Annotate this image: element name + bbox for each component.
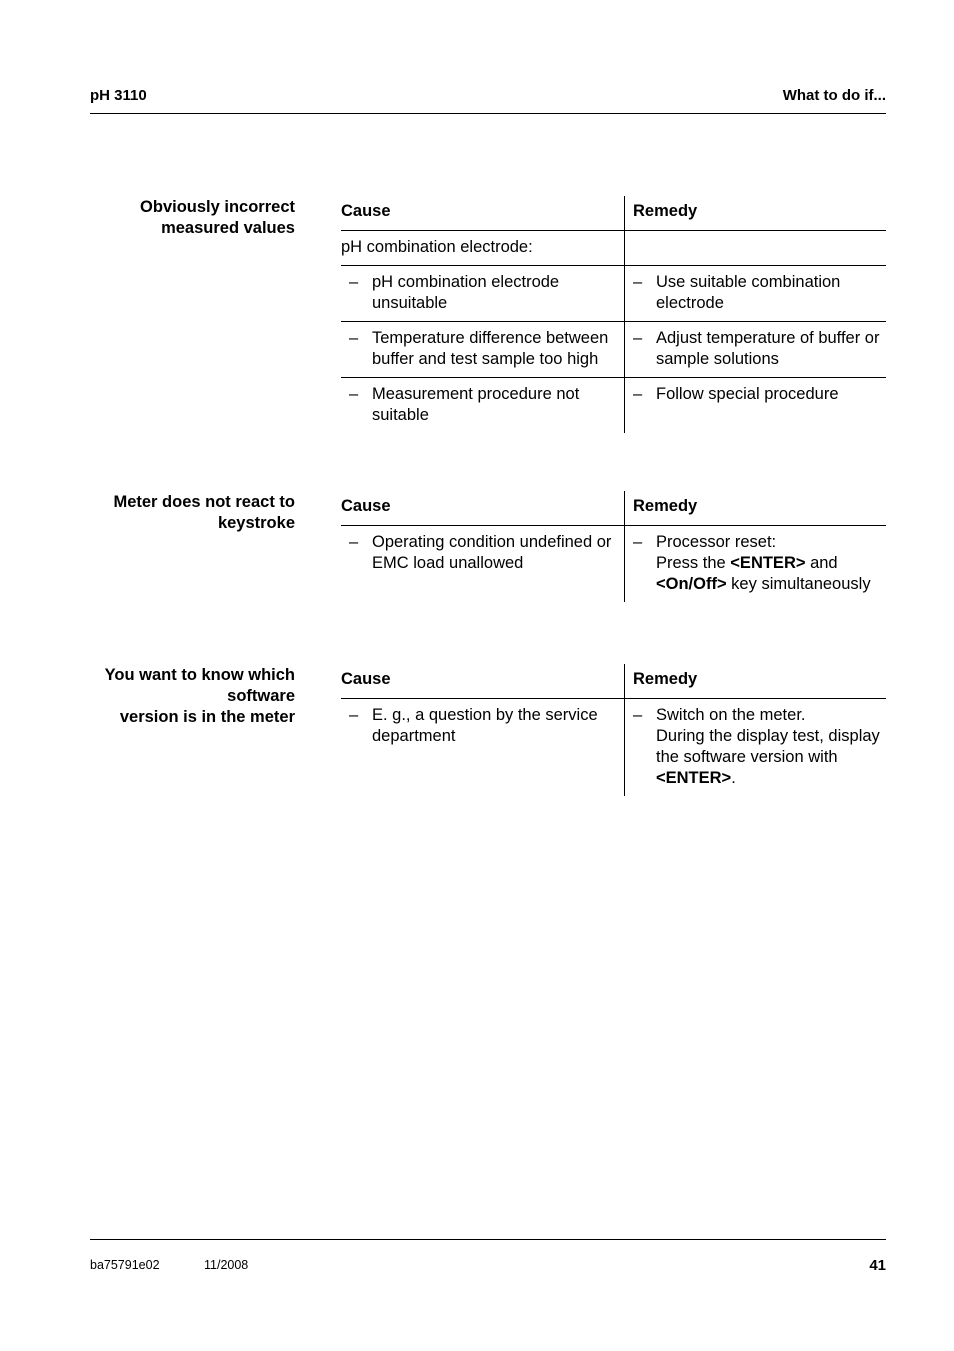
remedy-text-part: and xyxy=(805,554,838,572)
table-row xyxy=(341,378,886,433)
dash: – xyxy=(633,329,643,347)
remedy-text xyxy=(656,532,880,595)
remedy-text: Use suitable combination electrode xyxy=(656,273,841,312)
section-title-line: Meter does not react to xyxy=(113,493,295,511)
remedy-cell xyxy=(625,699,886,796)
cause-cell xyxy=(341,378,625,433)
section-title-line: keystroke xyxy=(217,514,295,532)
remedy-header: Remedy xyxy=(633,202,698,220)
table-header-row xyxy=(341,196,886,231)
remedy-cell xyxy=(625,266,886,321)
remedy-text-part: . xyxy=(731,769,736,787)
enter-key-label: <ENTER> xyxy=(656,769,732,787)
cause-text: pH combination electrode unsuitable xyxy=(372,273,560,312)
table-row xyxy=(341,231,886,266)
table-no-keystroke xyxy=(341,491,886,602)
remedy-text xyxy=(656,705,880,789)
cause-header: Cause xyxy=(341,491,625,525)
cause-cell xyxy=(341,526,625,602)
section-title-line: software xyxy=(227,687,295,705)
section-title-software-version xyxy=(80,665,295,728)
section-title-line: measured values xyxy=(161,219,295,237)
cause-cell xyxy=(341,699,625,796)
dash: – xyxy=(349,273,359,291)
remedy-empty xyxy=(625,231,886,265)
table-software-version xyxy=(341,664,886,796)
dash: – xyxy=(349,329,359,347)
page-header-left: pH 3110 xyxy=(90,87,147,104)
table-header-row xyxy=(341,491,886,526)
enter-key-label: <ENTER> xyxy=(730,554,806,572)
cause-text: Measurement procedure not suitable xyxy=(372,385,580,424)
cause-header: Cause xyxy=(341,196,625,230)
remedy-text: Follow special procedure xyxy=(656,385,839,403)
header-rule xyxy=(90,113,886,114)
cause-text: Operating condition undefined or EMC load unallowed xyxy=(372,533,612,572)
section-title-line: version is in the meter xyxy=(119,708,295,726)
table-row xyxy=(341,526,886,602)
page-number: 41 xyxy=(869,1257,886,1274)
remedy-text-part: Press the xyxy=(656,554,731,572)
section-title-no-keystroke xyxy=(80,492,295,534)
table-header-row xyxy=(341,664,886,699)
dash: – xyxy=(633,533,643,551)
table-row xyxy=(341,699,886,796)
cause-subheading: pH combination electrode: xyxy=(341,231,625,265)
dash: – xyxy=(633,385,643,403)
footer-rule xyxy=(90,1239,886,1240)
cause-text: Temperature difference between buffer and test sample too high xyxy=(372,329,609,368)
footer-doc-number: ba75791e02 xyxy=(90,1258,160,1272)
remedy-cell xyxy=(625,322,886,377)
table-row xyxy=(341,266,886,322)
dash: – xyxy=(633,706,643,724)
table-incorrect-values xyxy=(341,196,886,433)
section-title-line: You want to know which xyxy=(104,666,295,684)
section-title-incorrect-values xyxy=(80,197,295,239)
page-header-right: What to do if... xyxy=(782,87,886,104)
remedy-cell xyxy=(625,526,886,602)
remedy-header: Remedy xyxy=(633,497,698,515)
on-off-key-label: <On/Off> xyxy=(656,575,727,593)
cause-text: E. g., a question by the service department xyxy=(372,706,598,745)
remedy-line: Switch on the meter. xyxy=(656,706,806,724)
section-title-line: Obviously incorrect xyxy=(140,198,295,216)
remedy-text: Adjust temperature of buffer or sample solutions xyxy=(656,329,880,368)
dash: – xyxy=(349,533,359,551)
remedy-line: Processor reset: xyxy=(656,533,777,551)
remedy-header: Remedy xyxy=(633,670,698,688)
dash: – xyxy=(633,273,643,291)
cause-cell xyxy=(341,266,625,321)
remedy-cell xyxy=(625,378,886,433)
cause-header: Cause xyxy=(341,664,625,698)
dash: – xyxy=(349,706,359,724)
table-row xyxy=(341,322,886,378)
remedy-text-part: During the display test, display the software version with xyxy=(656,727,880,766)
remedy-text-part: key simultaneously xyxy=(726,575,871,593)
footer-date: 11/2008 xyxy=(204,1258,249,1272)
dash: – xyxy=(349,385,359,403)
cause-cell xyxy=(341,322,625,377)
